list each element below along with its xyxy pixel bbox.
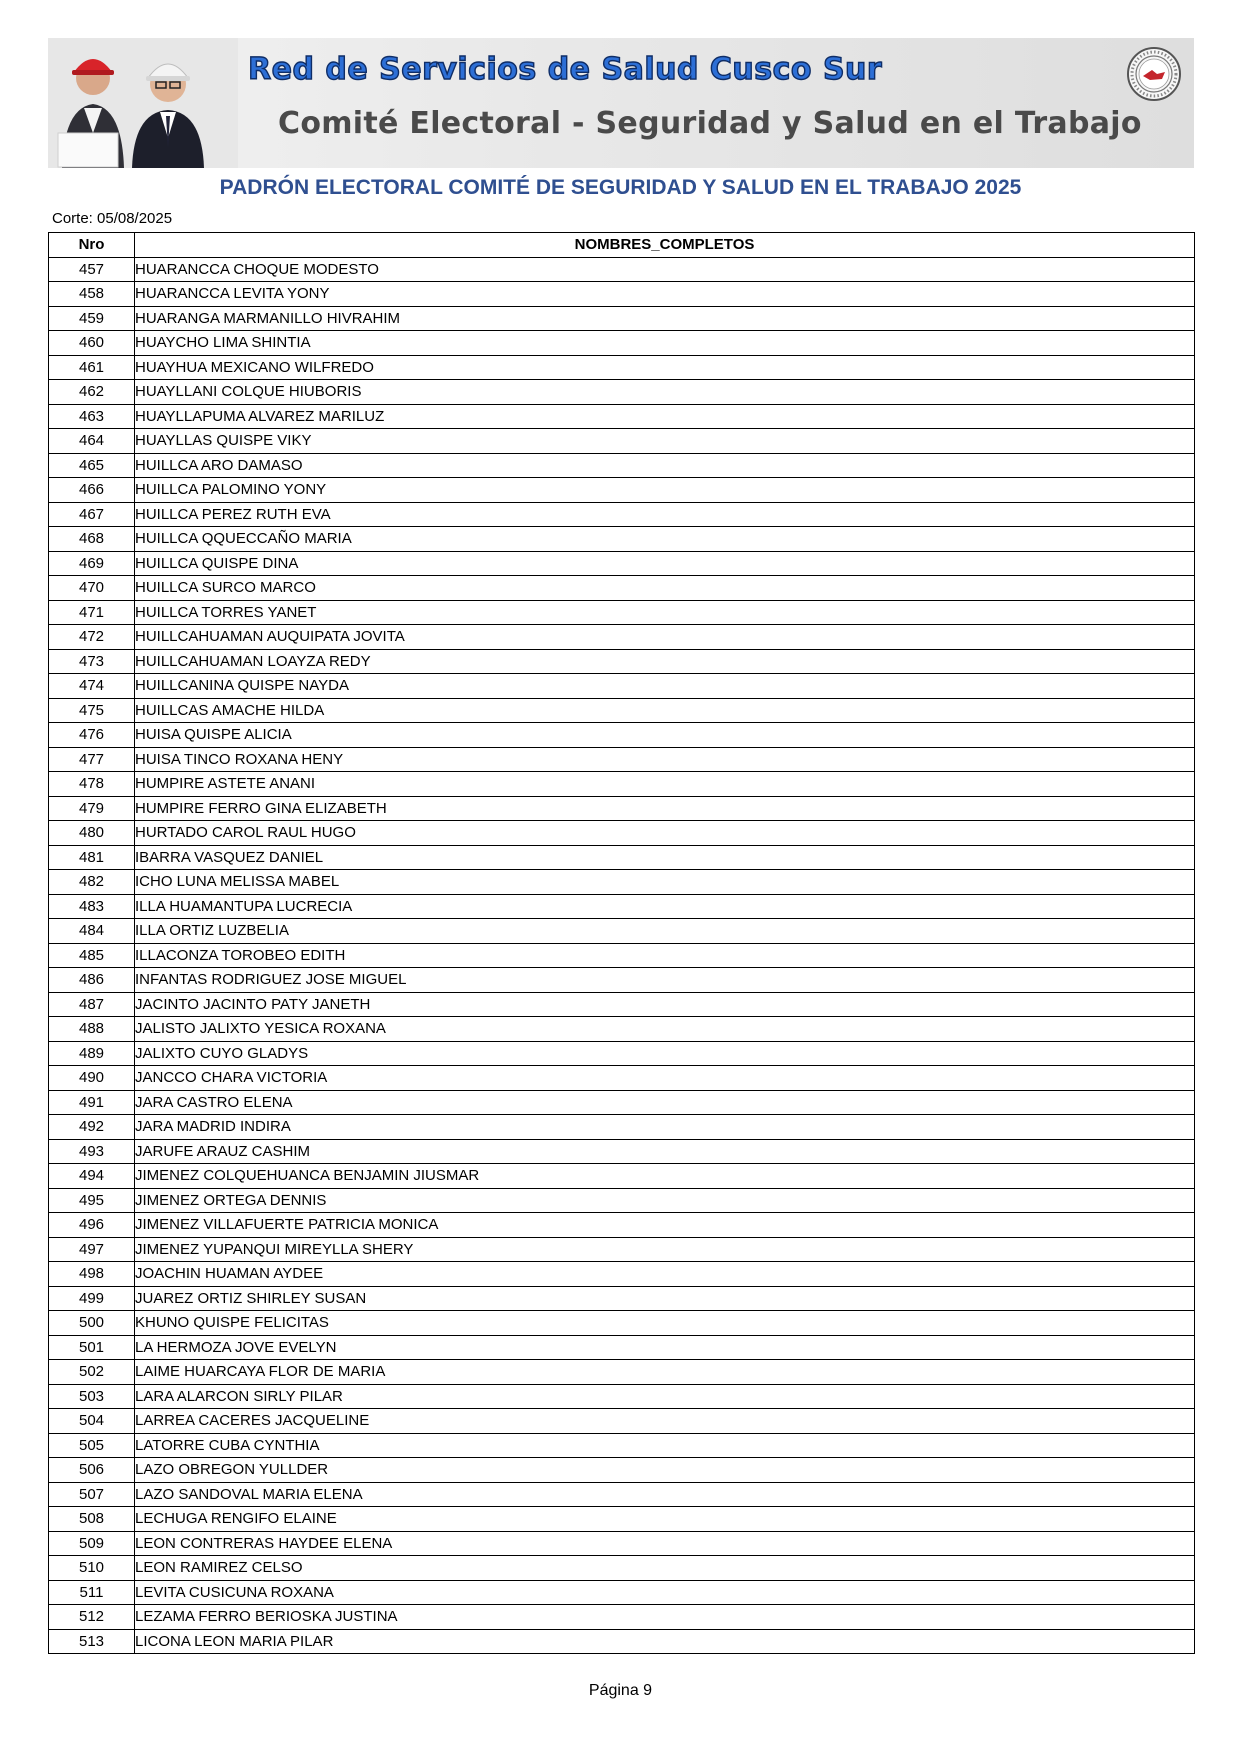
full-name: LEVITA CUSICUNA ROXANA [135, 1580, 1195, 1605]
table-body [49, 257, 1195, 1654]
table-row [49, 1384, 1195, 1409]
table-row [49, 1017, 1195, 1042]
table-row [49, 576, 1195, 601]
full-name: LEON CONTRERAS HAYDEE ELENA [135, 1531, 1195, 1556]
row-number: 507 [49, 1482, 135, 1507]
table-row [49, 968, 1195, 993]
full-name: LAZO SANDOVAL MARIA ELENA [135, 1482, 1195, 1507]
table-row [49, 1507, 1195, 1532]
full-name: HUISA TINCO ROXANA HENY [135, 747, 1195, 772]
table-row [49, 821, 1195, 846]
row-number: 504 [49, 1409, 135, 1434]
row-number: 506 [49, 1458, 135, 1483]
full-name: LEON RAMIREZ CELSO [135, 1556, 1195, 1581]
row-number: 500 [49, 1311, 135, 1336]
table-row [49, 1237, 1195, 1262]
row-number: 490 [49, 1066, 135, 1091]
row-number: 461 [49, 355, 135, 380]
full-name: KHUNO QUISPE FELICITAS [135, 1311, 1195, 1336]
table-row [49, 380, 1195, 405]
full-name: ILLA HUAMANTUPA LUCRECIA [135, 894, 1195, 919]
full-name: JIMENEZ YUPANQUI MIREYLLA SHERY [135, 1237, 1195, 1262]
row-number: 469 [49, 551, 135, 576]
row-number: 501 [49, 1335, 135, 1360]
table-row [49, 1213, 1195, 1238]
table-row [49, 1556, 1195, 1581]
full-name: HUILLCA QUISPE DINA [135, 551, 1195, 576]
cutoff-date: Corte: 05/08/2025 [52, 210, 173, 227]
row-number: 478 [49, 772, 135, 797]
row-number: 477 [49, 747, 135, 772]
table-row [49, 1262, 1195, 1287]
header-banner [48, 38, 1194, 168]
full-name: HUAYLLANI COLQUE HIUBORIS [135, 380, 1195, 405]
table-row [49, 1458, 1195, 1483]
full-name: HUILLCA PALOMINO YONY [135, 478, 1195, 503]
table-row [49, 429, 1195, 454]
row-number: 502 [49, 1360, 135, 1385]
full-name: JALIXTO CUYO GLADYS [135, 1041, 1195, 1066]
row-number: 467 [49, 502, 135, 527]
table-row [49, 796, 1195, 821]
table-row [49, 306, 1195, 331]
full-name: JIMENEZ VILLAFUERTE PATRICIA MONICA [135, 1213, 1195, 1238]
table-row [49, 1531, 1195, 1556]
table-row [49, 1164, 1195, 1189]
table-row [49, 870, 1195, 895]
full-name: IBARRA VASQUEZ DANIEL [135, 845, 1195, 870]
table-row [49, 1311, 1195, 1336]
row-number: 494 [49, 1164, 135, 1189]
full-name: LEZAMA FERRO BERIOSKA JUSTINA [135, 1605, 1195, 1630]
full-name: JIMENEZ COLQUEHUANCA BENJAMIN JIUSMAR [135, 1164, 1195, 1189]
table-row [49, 1629, 1195, 1654]
table-row [49, 1066, 1195, 1091]
row-number: 486 [49, 968, 135, 993]
table-row [49, 551, 1195, 576]
row-number: 487 [49, 992, 135, 1017]
table-row [49, 992, 1195, 1017]
table-row [49, 1605, 1195, 1630]
table-row [49, 649, 1195, 674]
row-number: 476 [49, 723, 135, 748]
row-number: 497 [49, 1237, 135, 1262]
table-row [49, 1433, 1195, 1458]
full-name: ILLA ORTIZ LUZBELIA [135, 919, 1195, 944]
organization-name: Red de Servicios de Salud Cusco Sur [248, 52, 883, 87]
table-row [49, 943, 1195, 968]
table-row [49, 674, 1195, 699]
full-name: HUILLCAS AMACHE HILDA [135, 698, 1195, 723]
full-name: HUAYLLAS QUISPE VIKY [135, 429, 1195, 454]
table-row [49, 919, 1195, 944]
full-name: HUAYHUA MEXICANO WILFREDO [135, 355, 1195, 380]
row-number: 485 [49, 943, 135, 968]
full-name: HUAYCHO LIMA SHINTIA [135, 331, 1195, 356]
row-number: 466 [49, 478, 135, 503]
full-name: HUILLCA QQUECCAÑO MARIA [135, 527, 1195, 552]
table-row [49, 1286, 1195, 1311]
full-name: HUARANCCA CHOQUE MODESTO [135, 257, 1195, 282]
full-name: ILLACONZA TOROBEO EDITH [135, 943, 1195, 968]
full-name: LICONA LEON MARIA PILAR [135, 1629, 1195, 1654]
table-row [49, 600, 1195, 625]
full-name: LECHUGA RENGIFO ELAINE [135, 1507, 1195, 1532]
full-name: JARA CASTRO ELENA [135, 1090, 1195, 1115]
full-name: HUILLCA ARO DAMASO [135, 453, 1195, 478]
committee-subtitle: Comité Electoral - Seguridad y Salud en el Trabajo [278, 106, 1142, 141]
row-number: 489 [49, 1041, 135, 1066]
row-number: 496 [49, 1213, 135, 1238]
row-number: 493 [49, 1139, 135, 1164]
row-number: 458 [49, 282, 135, 307]
row-number: 471 [49, 600, 135, 625]
row-number: 475 [49, 698, 135, 723]
row-number: 460 [49, 331, 135, 356]
row-number: 503 [49, 1384, 135, 1409]
table-row [49, 478, 1195, 503]
full-name: JANCCO CHARA VICTORIA [135, 1066, 1195, 1091]
page-number: Página 9 [588, 1682, 653, 1699]
full-name: HURTADO CAROL RAUL HUGO [135, 821, 1195, 846]
institutional-seal-icon [1126, 46, 1182, 102]
full-name: LATORRE CUBA CYNTHIA [135, 1433, 1195, 1458]
table-row [49, 1409, 1195, 1434]
table-row [49, 1482, 1195, 1507]
full-name: HUARANGA MARMANILLO HIVRAHIM [135, 306, 1195, 331]
full-name: HUILLCA PEREZ RUTH EVA [135, 502, 1195, 527]
full-name: ICHO LUNA MELISSA MABEL [135, 870, 1195, 895]
table-row [49, 1188, 1195, 1213]
full-name: LA HERMOZA JOVE EVELYN [135, 1335, 1195, 1360]
full-name: INFANTAS RODRIGUEZ JOSE MIGUEL [135, 968, 1195, 993]
table-row [49, 772, 1195, 797]
full-name: HUAYLLAPUMA ALVAREZ MARILUZ [135, 404, 1195, 429]
row-number: 479 [49, 796, 135, 821]
full-name: HUILLCA SURCO MARCO [135, 576, 1195, 601]
row-number: 472 [49, 625, 135, 650]
row-number: 459 [49, 306, 135, 331]
full-name: JARA MADRID INDIRA [135, 1115, 1195, 1140]
table-row [49, 1580, 1195, 1605]
table-row [49, 1335, 1195, 1360]
table-row [49, 747, 1195, 772]
full-name: JUAREZ ORTIZ SHIRLEY SUSAN [135, 1286, 1195, 1311]
full-name: HUMPIRE FERRO GINA ELIZABETH [135, 796, 1195, 821]
row-number: 499 [49, 1286, 135, 1311]
table-row [49, 453, 1195, 478]
row-number: 462 [49, 380, 135, 405]
table-row [49, 527, 1195, 552]
row-number: 464 [49, 429, 135, 454]
row-number: 498 [49, 1262, 135, 1287]
full-name: JALISTO JALIXTO YESICA ROXANA [135, 1017, 1195, 1042]
row-number: 505 [49, 1433, 135, 1458]
full-name: LAIME HUARCAYA FLOR DE MARIA [135, 1360, 1195, 1385]
row-number: 468 [49, 527, 135, 552]
table-row [49, 894, 1195, 919]
document-title: PADRÓN ELECTORAL COMITÉ DE SEGURIDAD Y SALUD EN EL TRABAJO 2025 [219, 176, 1022, 199]
full-name: JIMENEZ ORTEGA DENNIS [135, 1188, 1195, 1213]
full-name: LAZO OBREGON YULLDER [135, 1458, 1195, 1483]
table-header-row [49, 233, 1195, 258]
table-row [49, 1041, 1195, 1066]
table-row [49, 331, 1195, 356]
row-number: 481 [49, 845, 135, 870]
full-name: JOACHIN HUAMAN AYDEE [135, 1262, 1195, 1287]
row-number: 509 [49, 1531, 135, 1556]
row-number: 508 [49, 1507, 135, 1532]
row-number: 482 [49, 870, 135, 895]
row-number: 513 [49, 1629, 135, 1654]
full-name: HUILLCAHUAMAN AUQUIPATA JOVITA [135, 625, 1195, 650]
table-row [49, 1360, 1195, 1385]
full-name: LARA ALARCON SIRLY PILAR [135, 1384, 1195, 1409]
row-number: 470 [49, 576, 135, 601]
row-number: 492 [49, 1115, 135, 1140]
row-number: 484 [49, 919, 135, 944]
table-row [49, 723, 1195, 748]
table-row [49, 502, 1195, 527]
full-name: HUILLCAHUAMAN LOAYZA REDY [135, 649, 1195, 674]
table-row [49, 1090, 1195, 1115]
row-number: 457 [49, 257, 135, 282]
table-row [49, 1139, 1195, 1164]
table-row [49, 257, 1195, 282]
row-number: 480 [49, 821, 135, 846]
full-name: HUILLCANINA QUISPE NAYDA [135, 674, 1195, 699]
row-number: 463 [49, 404, 135, 429]
row-number: 465 [49, 453, 135, 478]
table-row [49, 845, 1195, 870]
row-number: 510 [49, 1556, 135, 1581]
full-name: JACINTO JACINTO PATY JANETH [135, 992, 1195, 1017]
row-number: 483 [49, 894, 135, 919]
row-number: 512 [49, 1605, 135, 1630]
full-name: HUMPIRE ASTETE ANANI [135, 772, 1195, 797]
row-number: 474 [49, 674, 135, 699]
row-number: 473 [49, 649, 135, 674]
full-name: LARREA CACERES JACQUELINE [135, 1409, 1195, 1434]
column-header-nombres: NOMBRES_COMPLETOS [135, 233, 1195, 258]
row-number: 491 [49, 1090, 135, 1115]
full-name: HUISA QUISPE ALICIA [135, 723, 1195, 748]
full-name: JARUFE ARAUZ CASHIM [135, 1139, 1195, 1164]
table-row [49, 698, 1195, 723]
column-header-nro: Nro [49, 233, 135, 258]
table-row [49, 404, 1195, 429]
table-row [49, 1115, 1195, 1140]
full-name: HUILLCA TORRES YANET [135, 600, 1195, 625]
row-number: 511 [49, 1580, 135, 1605]
row-number: 495 [49, 1188, 135, 1213]
table-row [49, 282, 1195, 307]
table-row [49, 355, 1195, 380]
engineers-illustration [48, 38, 238, 168]
table-row [49, 625, 1195, 650]
voter-roll-table [48, 232, 1195, 1654]
row-number: 488 [49, 1017, 135, 1042]
full-name: HUARANCCA LEVITA YONY [135, 282, 1195, 307]
